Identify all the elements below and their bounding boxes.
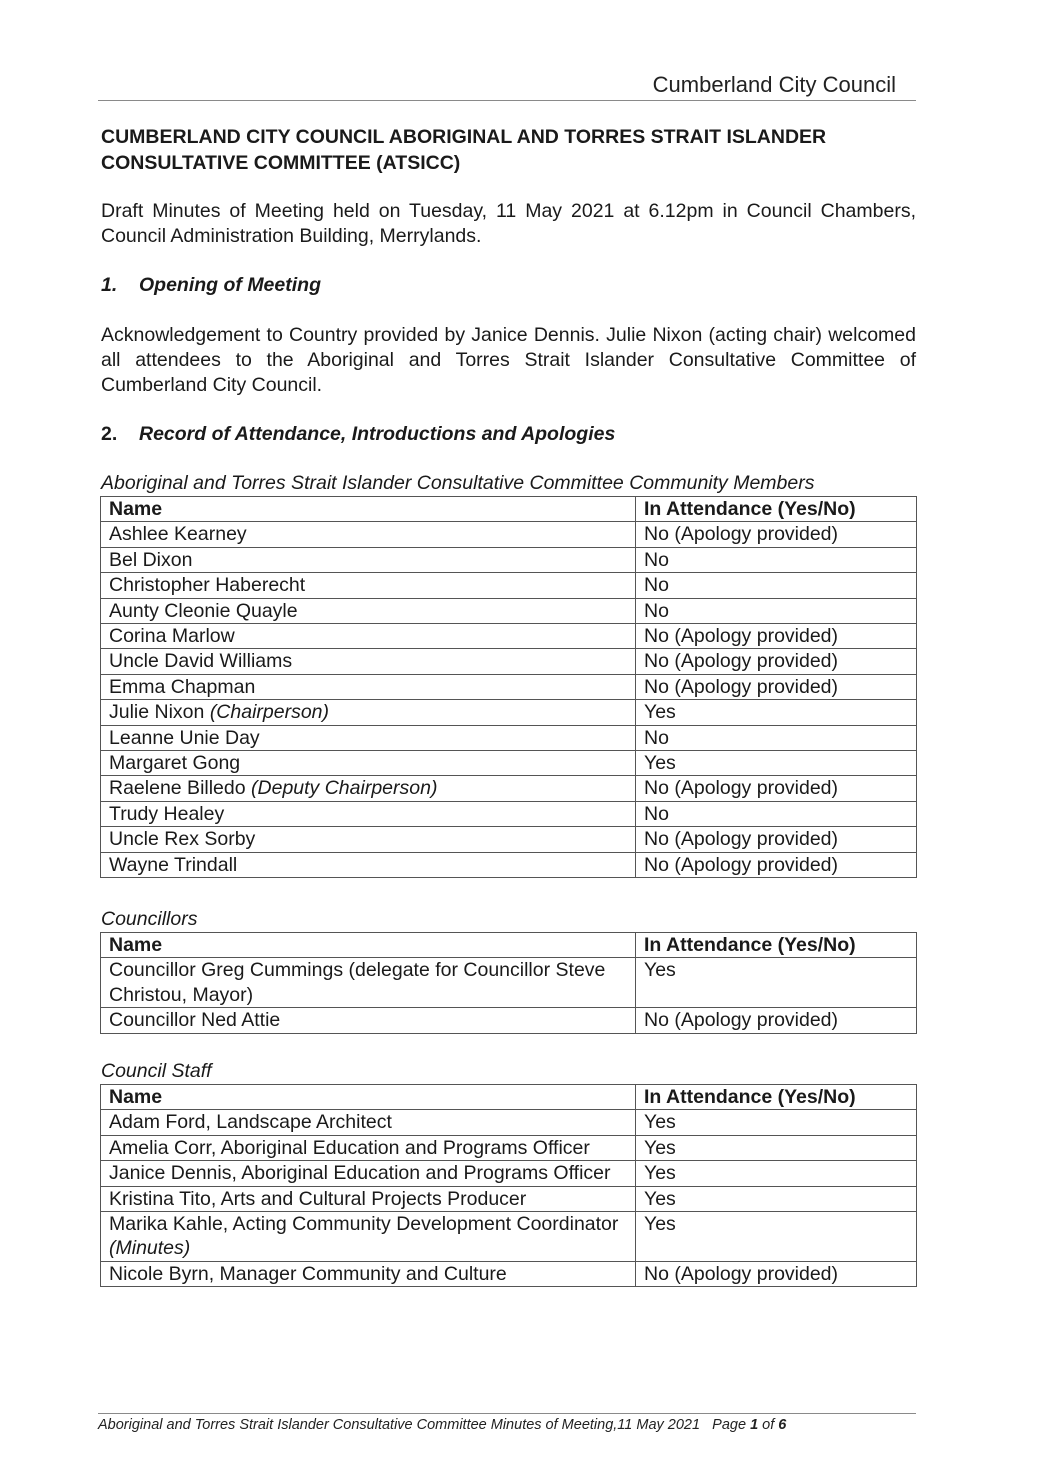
page-footer [98, 1413, 916, 1433]
table-row [101, 776, 917, 801]
member-name: Leanne Unie Day [109, 726, 260, 749]
table-row [101, 751, 917, 776]
cell-attendance: Yes [636, 1135, 917, 1160]
cell-name [101, 649, 636, 674]
section-2-number: 2. [101, 423, 118, 445]
member-name: Uncle Rex Sorby [109, 828, 256, 851]
table-row [101, 1110, 917, 1135]
cell-name [101, 751, 636, 776]
cell-name [101, 624, 636, 649]
cell-attendance: No (Apology provided) [636, 1261, 917, 1286]
table-row [101, 700, 917, 725]
cell-name [101, 1161, 636, 1186]
page-header [98, 70, 916, 101]
staff-caption: Council Staff [101, 1060, 212, 1082]
member-name: Kristina Tito, Arts and Cultural Projects Producer [109, 1187, 527, 1210]
cell-name [101, 1135, 636, 1160]
column-header-name: Name [101, 497, 636, 522]
member-name: Adam Ford, Landscape Architect [109, 1111, 392, 1134]
column-header-attendance: In Attendance (Yes/No) [636, 933, 917, 958]
cell-attendance: No (Apology provided) [636, 624, 917, 649]
table-row [101, 958, 917, 1008]
cell-attendance: No (Apology provided) [636, 1008, 917, 1033]
cell-attendance: No [636, 801, 917, 826]
table-row [101, 1261, 917, 1286]
cell-name [101, 1008, 636, 1033]
member-name: Councillor Greg Cummings (delegate for Councillor Steve Christou, Mayor) [109, 959, 606, 1006]
cell-attendance: No (Apology provided) [636, 827, 917, 852]
cell-attendance: No [636, 573, 917, 598]
table-row [101, 852, 917, 877]
footer-of-label: of [762, 1417, 775, 1433]
member-name: Trudy Healey [109, 802, 225, 825]
cell-attendance: No (Apology provided) [636, 649, 917, 674]
member-name: Ashlee Kearney [109, 523, 247, 546]
cell-name [101, 674, 636, 699]
councillors-caption: Councillors [101, 908, 198, 930]
footer-page-total: 6 [778, 1417, 787, 1433]
council-staff-table [100, 1084, 917, 1287]
member-name: Uncle David Williams [109, 650, 293, 673]
cell-name [101, 776, 636, 801]
cell-name [101, 700, 636, 725]
cell-attendance: No [636, 547, 917, 572]
member-name: Corina Marlow [109, 625, 235, 648]
table-header-row [101, 497, 917, 522]
member-name: Emma Chapman [109, 675, 256, 698]
member-name: Wayne Trindall [109, 853, 238, 876]
cell-attendance: Yes [636, 1212, 917, 1262]
footer-text: Aboriginal and Torres Strait Islander Consultative Committee Minutes of Meeting,11 May 2021 [98, 1417, 701, 1433]
member-name: Margaret Gong [109, 752, 241, 775]
table-row [101, 827, 917, 852]
cell-name [101, 547, 636, 572]
cell-name [101, 1110, 636, 1135]
member-role: (Deputy Chairperson) [251, 777, 438, 800]
footer-page-label: Page [712, 1417, 747, 1433]
table-row [101, 1186, 917, 1211]
cell-attendance: Yes [636, 700, 917, 725]
member-name: Janice Dennis, Aboriginal Education and Programs Officer [109, 1162, 611, 1185]
cell-name [101, 725, 636, 750]
community-members-table [100, 496, 917, 878]
cell-name [101, 573, 636, 598]
section-1-text: Acknowledgement to Country provided by Janice Dennis. Julie Nixon (acting chair) welcomed all attendees to the Aboriginal and Torres Strait Islander Consultative Committee of Cumberland City Council. [101, 324, 916, 396]
cell-attendance: Yes [636, 1161, 917, 1186]
table-row [101, 547, 917, 572]
cell-attendance: No (Apology provided) [636, 674, 917, 699]
member-role: (Minutes) [109, 1237, 191, 1260]
cell-attendance: No (Apology provided) [636, 776, 917, 801]
table-row [101, 1008, 917, 1033]
table-row [101, 522, 917, 547]
section-1-number: 1. [101, 274, 118, 296]
cell-attendance: No (Apology provided) [636, 852, 917, 877]
table-row [101, 573, 917, 598]
cell-name [101, 827, 636, 852]
cell-attendance: Yes [636, 1186, 917, 1211]
intro-paragraph: Draft Minutes of Meeting held on Tuesday, 11 May 2021 at 6.12pm in Council Chambers, Council Administration Building, Merrylands. [101, 200, 916, 247]
cell-attendance: No [636, 598, 917, 623]
column-header-attendance: In Attendance (Yes/No) [636, 1085, 917, 1110]
footer-page-number: 1 [750, 1417, 759, 1433]
councillors-table [100, 932, 917, 1034]
section-1-heading [101, 274, 321, 297]
table-row [101, 801, 917, 826]
table-row [101, 624, 917, 649]
table-row [101, 725, 917, 750]
cell-name [101, 1186, 636, 1211]
cell-name [101, 801, 636, 826]
column-header-name: Name [101, 933, 636, 958]
table-row [101, 598, 917, 623]
cell-attendance: No [636, 725, 917, 750]
cell-attendance: Yes [636, 958, 917, 1008]
cell-name [101, 1261, 636, 1286]
member-role: (Chairperson) [209, 701, 330, 724]
cell-name [101, 522, 636, 547]
community-caption: Aboriginal and Torres Strait Islander Consultative Committee Community Members [101, 472, 815, 494]
member-name: Christopher Haberecht [109, 574, 306, 597]
member-name: Amelia Corr, Aboriginal Education and Programs Officer [109, 1136, 590, 1159]
table-header-row [101, 1085, 917, 1110]
cell-name [101, 852, 636, 877]
member-name: Bel Dixon [109, 548, 193, 571]
section-1-title: Opening of Meeting [139, 274, 321, 296]
cell-attendance: Yes [636, 1110, 917, 1135]
cell-name [101, 958, 636, 1008]
member-name: Nicole Byrn, Manager Community and Culture [109, 1262, 507, 1285]
document-title: CUMBERLAND CITY COUNCIL ABORIGINAL AND TORRES STRAIT ISLANDER CONSULTATIVE COMMITTEE (ATSICC) [101, 126, 827, 174]
table-row [101, 1135, 917, 1160]
section-2-heading [101, 423, 615, 446]
table-row [101, 1212, 917, 1262]
member-name: Julie Nixon [109, 701, 205, 724]
header-organization: Cumberland City Council [652, 72, 896, 97]
table-header-row [101, 933, 917, 958]
cell-name [101, 1212, 636, 1262]
member-name: Aunty Cleonie Quayle [109, 599, 298, 622]
table-row [101, 649, 917, 674]
section-2-title: Record of Attendance, Introductions and Apologies [139, 423, 616, 445]
member-name: Councillor Ned Attie [109, 1009, 281, 1032]
member-name: Marika Kahle, Acting Community Development Coordinator [109, 1213, 619, 1236]
table-row [101, 1161, 917, 1186]
table-row [101, 674, 917, 699]
cell-attendance: Yes [636, 751, 917, 776]
member-name: Raelene Billedo [109, 777, 246, 800]
cell-name [101, 598, 636, 623]
column-header-name: Name [101, 1085, 636, 1110]
column-header-attendance: In Attendance (Yes/No) [636, 497, 917, 522]
cell-attendance: No (Apology provided) [636, 522, 917, 547]
